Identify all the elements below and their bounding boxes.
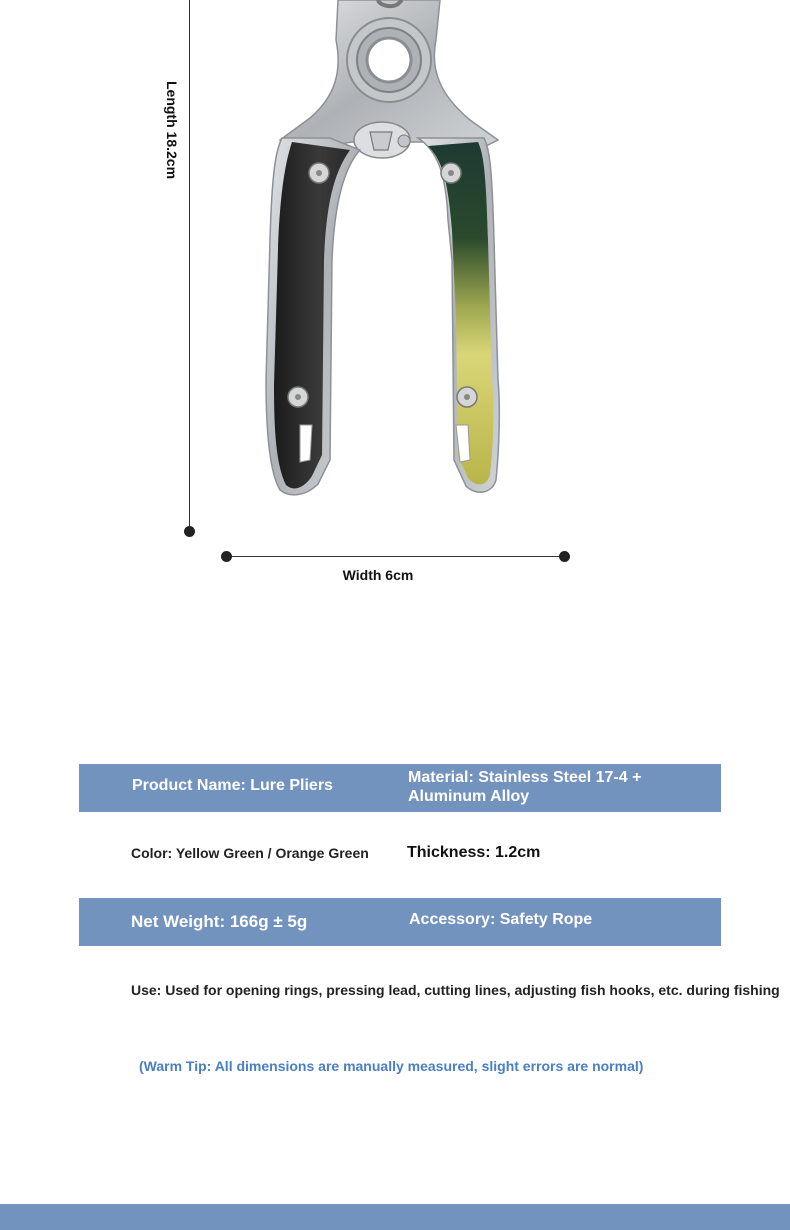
width-dimension-endpoint-right xyxy=(559,551,570,562)
warm-tip: (Warm Tip: All dimensions are manually measured, slight errors are normal) xyxy=(139,1058,644,1074)
width-dimension-line xyxy=(226,556,564,557)
fishing-pliers-image xyxy=(0,0,790,600)
spec-use: Use: Used for opening rings, pressing lead, cutting lines, adjusting fish hooks, etc. during fishing xyxy=(131,982,780,998)
spec-material-line2: Aluminum Alloy xyxy=(408,788,530,805)
spec-product-name: Product Name: Lure Pliers xyxy=(132,777,333,794)
width-label: Width 6cm xyxy=(342,567,414,583)
footer-bar xyxy=(0,1204,790,1230)
spec-accessory: Accessory: Safety Rope xyxy=(409,911,593,928)
length-dimension-endpoint xyxy=(184,526,195,537)
spec-material xyxy=(408,768,641,806)
width-dimension-endpoint-left xyxy=(221,551,232,562)
spec-material-line1: Material: Stainless Steel 17-4 + xyxy=(408,769,642,786)
length-label: Length 18.2cm xyxy=(164,80,180,180)
length-dimension-line xyxy=(189,0,190,531)
spec-color: Color: Yellow Green / Orange Green xyxy=(131,845,369,861)
spec-thickness: Thickness: 1.2cm xyxy=(407,844,541,861)
spec-net-weight: Net Weight: 166g ± 5g xyxy=(131,912,308,931)
